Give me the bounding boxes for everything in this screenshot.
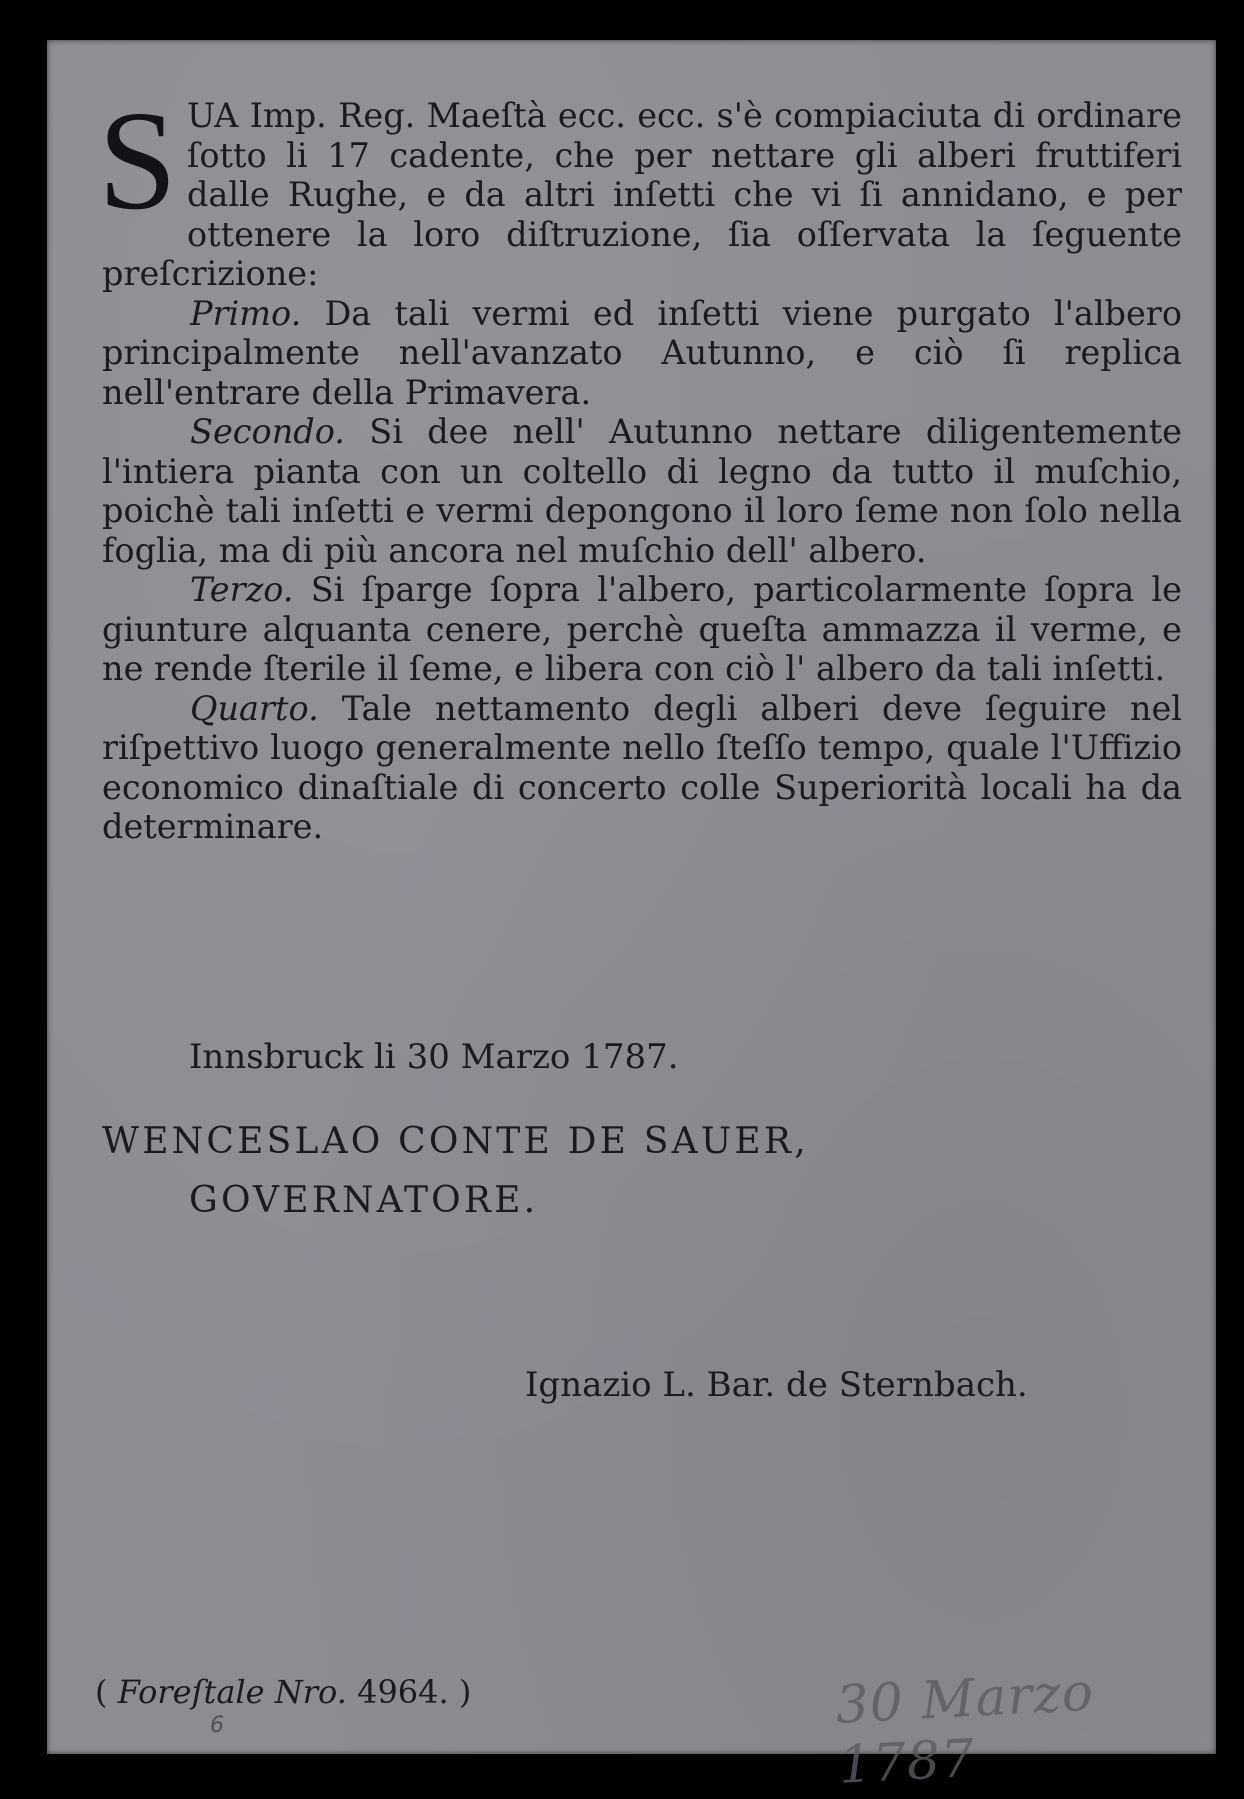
handwritten-date-annotation: 30 Marzo 1787 xyxy=(834,1662,1096,1796)
archive-ref-number: 4964. xyxy=(357,1673,449,1711)
quarto-paragraph xyxy=(102,689,1182,847)
archive-ref-close: ) xyxy=(458,1673,472,1711)
quarto-label: Quarto. xyxy=(190,688,319,728)
terzo-text: Si ſparge ſopra l'albero, particolarmente ſopra le giunture alquanta cenere, perchè queſta ammazza il verme, e ne rende ſterile il ſeme, e libera con ciò l' albero da tali inſetti. xyxy=(102,570,1182,688)
terzo-paragraph xyxy=(102,570,1182,689)
archive-ref-open: ( xyxy=(95,1673,108,1711)
decree-body xyxy=(98,81,1182,847)
primo-label: Primo. xyxy=(190,293,302,333)
intro-text: UA Imp. Reg. Maeſtà ecc. ecc. s'è compiaciuta di ordinare ſotto li 17 cadente, che per nettare gli alberi fruttiferi dalle Rughe, e da altri inſetti che vi ſi annidano, e per ottenere la loro diſtruzione, ſia oſſervata la ſeguente preſcrizione: xyxy=(102,96,1182,293)
governor-title: GOVERNATORE. xyxy=(189,1180,539,1221)
quarto-text: Tale nettamento degli alberi deve ſeguire nel riſpettivo luogo generalmente nello ſteſſo tempo, quale l'Uffizio economico dinaſtiale di concerto colle Superiorità locali ha da determinare. xyxy=(102,688,1182,846)
governor-name: WENCESLAO CONTE DE SAUER, xyxy=(102,1121,809,1162)
intro-paragraph xyxy=(102,96,1182,294)
secondo-text: Si dee nell' Autunno nettare diligentemente l'intiera pianta con un coltello di legno da tutto il muſchio, poichè tali inſetti e vermi depongono il loro ſeme non ſolo nella foglia, ma di più ancora nel muſchio dell' albero. xyxy=(102,412,1182,570)
archive-ref-label: Foreſtale Nro. xyxy=(117,1673,347,1711)
primo-text: Da tali vermi ed inſetti viene purgato l'albero principalmente nell'avanzato Autunno, e ciò ſi replica nell'entrare della Primavera. xyxy=(102,293,1182,412)
archive-reference xyxy=(95,1673,471,1711)
secondo-label: Secondo. xyxy=(190,412,345,451)
primo-paragraph xyxy=(102,294,1182,413)
drop-cap: S xyxy=(98,81,177,239)
terzo-label: Terzo. xyxy=(190,570,294,609)
secretary-signature: Ignazio L. Bar. de Sternbach. xyxy=(525,1365,1028,1405)
decree-page xyxy=(47,40,1216,1796)
pencil-mark: 6 xyxy=(210,1713,224,1738)
date-line: Innsbruck li 30 Marzo 1787. xyxy=(189,1037,679,1077)
secondo-paragraph xyxy=(102,412,1182,570)
